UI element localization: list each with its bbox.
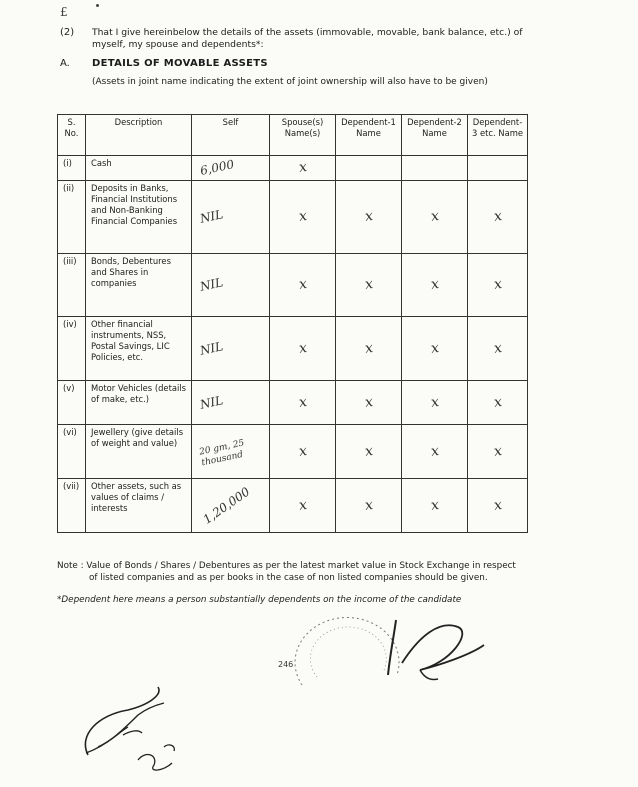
row-number: (vii) [58,479,86,533]
signature-left [68,685,198,780]
header-dependent-2: Dependent-2 Name [402,115,468,156]
cell-dependent-3 [468,156,528,181]
cell-spouse [270,317,336,381]
cell-dependent-2 [402,425,468,479]
handwritten-value: 1,20,000 [200,484,253,527]
row-description: Cash [86,156,192,181]
header-self: Self [192,115,270,156]
handwritten-cross: x [297,208,308,225]
ink-dot [96,4,99,7]
cell-dependent-1 [336,254,402,317]
cell-dependent-1 [336,156,402,181]
handwritten-cross: x [297,159,308,176]
cell-spouse [270,156,336,181]
cell-self [192,381,270,425]
cell-dependent-1 [336,479,402,533]
cell-spouse [270,181,336,254]
dependent-footnote: *Dependent here means a person substantially dependents on the income of the candidate [57,595,462,605]
note-line-1: Value of Bonds / Shares / Debentures as per the latest market value in Stock Exchange in respect [86,561,516,571]
section-title: DETAILS OF MOVABLE ASSETS [92,58,268,69]
handwritten-cross: x [492,339,503,357]
cell-dependent-3 [468,317,528,381]
handwritten-cross: x [492,208,503,225]
row-description: Other assets, such as values of claims / interests [86,479,192,533]
cell-dependent-3 [468,425,528,479]
cell-self [192,425,270,479]
table-row [58,425,528,479]
handwritten-value: 6,000 [198,157,236,178]
cell-dependent-2 [402,317,468,381]
handwritten-cross: x [363,442,374,460]
cell-self [192,181,270,254]
cell-self [192,317,270,381]
cell-dependent-3 [468,381,528,425]
header-dependent-1: Dependent-1 Name [336,115,402,156]
paragraph-number: (2) [60,27,75,38]
cell-spouse [270,479,336,533]
cell-dependent-2 [402,381,468,425]
handwritten-value: NIL [198,275,225,294]
row-number: (ii) [58,181,86,254]
intro-text: That I give hereinbelow the details of the assets (immovable, movable, bank balance, etc.) of myself, my spouse and dependents*: [92,27,523,50]
handwritten-cross: x [429,496,440,514]
note-label: Note : [57,561,84,571]
table-row [58,181,528,254]
handwritten-cross: x [492,276,503,293]
handwritten-cross: x [297,276,308,293]
signature-right [380,615,490,685]
row-number: (i) [58,156,86,181]
handwritten-cross: x [429,276,440,293]
cell-dependent-3 [468,479,528,533]
handwritten-value: 20 gm, 25 thousand [198,437,246,468]
row-description: Jewellery (give details of weight and value) [86,425,192,479]
handwritten-cross: x [429,442,440,460]
cell-dependent-2 [402,156,468,181]
stamp-number: 246 [278,660,294,669]
cell-self [192,254,270,317]
handwritten-value: NIL [198,207,225,226]
row-number: (iii) [58,254,86,317]
movable-assets-table [57,114,528,533]
handwritten-cross: x [429,208,440,225]
cell-dependent-1 [336,181,402,254]
row-number: (iv) [58,317,86,381]
cell-self [192,156,270,181]
header-description: Description [86,115,192,156]
section-letter: A. [60,58,70,69]
note-block [57,560,532,584]
handwritten-cross: x [363,496,374,514]
cell-dependent-3 [468,254,528,317]
row-description: Bonds, Debentures and Shares in companies [86,254,192,317]
table-row [58,156,528,181]
handwritten-cross: x [297,496,308,514]
handwritten-cross: x [297,393,308,411]
handwritten-value: NIL [198,338,225,358]
handwritten-cross: x [492,393,503,411]
table-row [58,317,528,381]
cell-dependent-3 [468,181,528,254]
cell-spouse [270,254,336,317]
row-number: (v) [58,381,86,425]
table-header-row [58,115,528,156]
row-description: Motor Vehicles (details of make, etc.) [86,381,192,425]
table-row [58,381,528,425]
cell-dependent-1 [336,317,402,381]
handwritten-cross: x [363,276,374,293]
cell-dependent-2 [402,479,468,533]
handwritten-value: NIL [198,392,225,412]
cell-dependent-2 [402,254,468,317]
handwritten-cross: x [429,393,440,411]
header-dependent-3: Dependent-3 etc. Name [468,115,528,156]
cell-spouse [270,381,336,425]
cell-spouse [270,425,336,479]
row-description: Deposits in Banks, Financial Institutions and Non-Banking Financial Companies [86,181,192,254]
header-spouse: Spouse(s) Name(s) [270,115,336,156]
handwritten-cross: x [363,208,374,225]
handwritten-cross: x [363,339,374,357]
handwritten-cross: x [363,393,374,411]
header-sno: S. No. [58,115,86,156]
table-row [58,479,528,533]
note-line-2: of listed companies and as per books in the case of non listed companies should be given. [89,573,488,583]
handwritten-cross: x [297,442,308,460]
corner-mark: £ [60,5,68,19]
handwritten-cross: x [492,442,503,460]
section-subtitle: (Assets in joint name indicating the extent of joint ownership will also have to be given) [92,77,488,87]
table-row [58,254,528,317]
cell-dependent-2 [402,181,468,254]
row-number: (vi) [58,425,86,479]
row-description: Other financial instruments, NSS, Postal Savings, LIC Policies, etc. [86,317,192,381]
handwritten-cross: x [492,496,503,514]
handwritten-cross: x [429,339,440,357]
cell-dependent-1 [336,425,402,479]
cell-dependent-1 [336,381,402,425]
handwritten-cross: x [297,339,308,357]
cell-self [192,479,270,533]
